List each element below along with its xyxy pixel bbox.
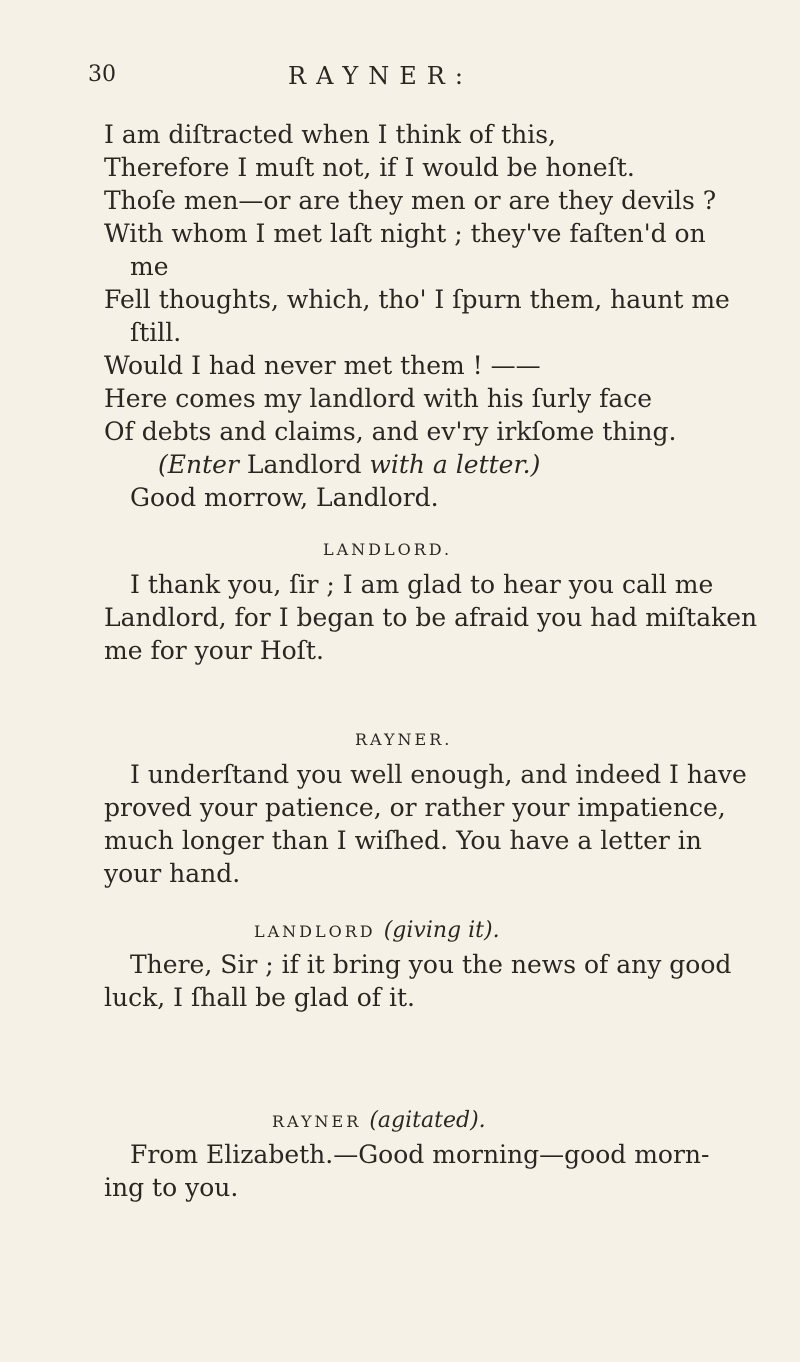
speaker-name: LANDLORD (254, 922, 376, 941)
speaker-direction: (giving it). (383, 918, 500, 943)
verse-line: Fell thoughts, which, tho' I ſpurn them, haunt me (104, 285, 730, 314)
prose-line: your hand. (104, 859, 241, 888)
speaker-heading (254, 918, 500, 943)
prose-line: proved your patience, or rather your impatience, (104, 793, 726, 822)
speaker-heading: RAYNER. (355, 730, 453, 749)
verse-line: With whom I met laſt night ; they've faſten'd on (104, 219, 706, 248)
verse-line-continuation: me (130, 252, 169, 281)
verse-line-continuation: ſtill. (130, 318, 182, 347)
verse-line: Thoſe men—or are they men or are they devils ? (104, 186, 717, 215)
verse-line: Would I had never met them ! —— (104, 351, 541, 380)
verse-line: Here comes my landlord with his ſurly face (104, 384, 653, 413)
verse-line: Therefore I muſt not, if I would be honeſt. (104, 153, 635, 182)
page-number: 30 (88, 62, 116, 87)
speaker-name: RAYNER (272, 1112, 362, 1131)
prose-line: me for your Hoſt. (104, 636, 324, 665)
verse-line: Of debts and claims, and ev'ry irkſome thing. (104, 417, 677, 446)
speaker-heading (272, 1108, 486, 1133)
running-title: RAYNER: (288, 62, 473, 90)
prose-line: Landlord, for I began to be afraid you had miſtaken (104, 603, 758, 632)
stage-direction-name: Landlord (246, 450, 362, 479)
prose-line: ing to you. (104, 1173, 239, 1202)
prose-line: From Elizabeth.—Good morning—good morn- (130, 1140, 710, 1169)
prose-line: I thank you, ſir ; I am glad to hear you call me (130, 570, 714, 599)
prose-line: much longer than I wiſhed. You have a letter in (104, 826, 702, 855)
verse-line: I am diſtracted when I think of this, (104, 120, 557, 149)
verse-line: Good morrow, Landlord. (130, 483, 439, 512)
speaker-heading: LANDLORD. (323, 540, 453, 559)
prose-line: luck, I ſhall be glad of it. (104, 983, 415, 1012)
page-header (88, 62, 728, 98)
stage-direction (158, 448, 778, 481)
stage-direction-open: (Enter (158, 450, 239, 479)
speaker-direction: (agitated). (369, 1108, 486, 1133)
prose-line: I underſtand you well enough, and indeed I have (130, 760, 747, 789)
prose-line: There, Sir ; if it bring you the news of any good (130, 950, 732, 979)
stage-direction-close: with a letter.) (369, 450, 541, 479)
